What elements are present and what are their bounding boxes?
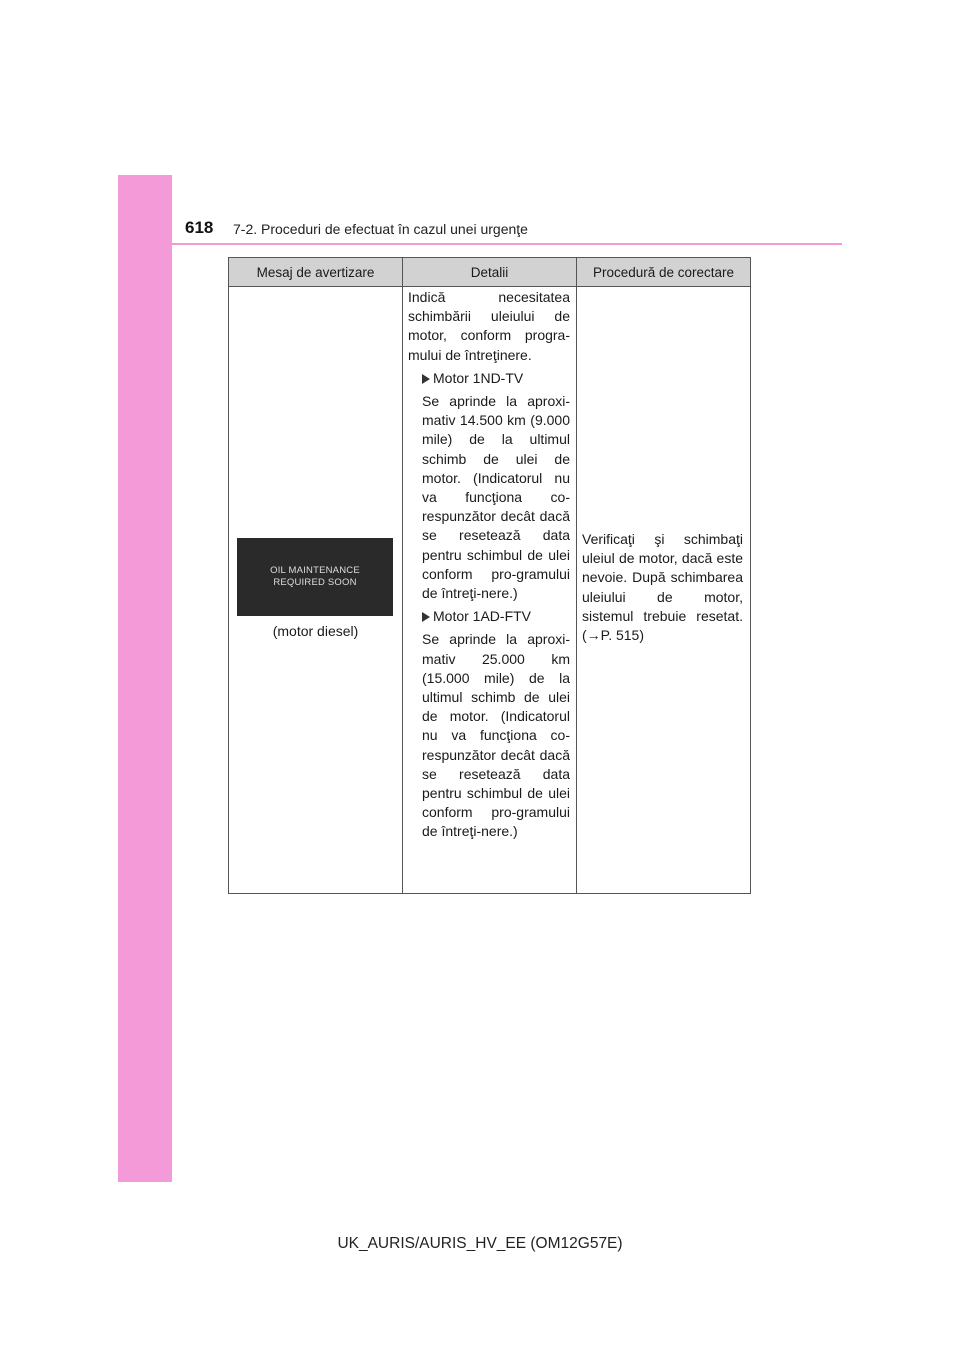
engine-2-label: Motor 1AD-FTV (433, 608, 532, 625)
header-divider (118, 243, 842, 245)
corrective-procedure-text: Verificaţi şi schimbaţi uleiul de motor, dacă este nevoie. După schimbarea uleiului de motor, sistemul trebuie resetat. (→P. 515) (582, 531, 743, 644)
column-header-corrective-procedure: Procedură de corectare (577, 258, 751, 287)
engine-2-description: Se aprinde la aproxi-mativ 25.000 km (15.000 mile) de la ultimul schimb de ulei de motor. (Indicatorul nu va funcţiona co-respunzător decât dacă se resetează data pentru schimbul de ulei conform pro-gramului de întreţi-nere.) (422, 631, 570, 840)
procedure-cell (577, 287, 751, 894)
table-row (229, 287, 751, 894)
document-code-footer: UK_AURIS/AURIS_HV_EE (OM12G57E) (337, 1235, 623, 1252)
display-message (270, 565, 360, 589)
display-message-line-2: REQUIRED SOON (273, 577, 357, 588)
display-message-line-1: OIL MAINTENANCE (270, 565, 360, 577)
warning-message-table (228, 257, 751, 894)
warning-message-cell (229, 287, 403, 894)
chapter-side-tab (118, 175, 172, 1182)
engine-type-caption: (motor diesel) (272, 623, 359, 639)
column-header-warning-message: Mesaj de avertizare (229, 258, 403, 287)
engine-1-heading (422, 369, 570, 388)
column-header-details: Detalii (403, 258, 577, 287)
section-title: 7-2. Proceduri de efectuat în cazul unei urgenţe (233, 221, 528, 237)
triangle-bullet-icon (422, 612, 430, 622)
triangle-bullet-icon (422, 374, 430, 384)
details-cell (403, 287, 577, 894)
table-header-row (229, 258, 751, 287)
multi-information-display-image (237, 538, 393, 616)
engine-2-heading (422, 607, 570, 626)
page-number: 618 (185, 218, 214, 237)
engine-1-description: Se aprinde la aproxi-mativ 14.500 km (9.000 mile) de la ultimul schimb de ulei de motor. (Indicatorul nu va funcţiona co-respunzător decât dacă se resetează data pentru schimbul de ulei conform pro-gramului de întreţi-nere.) (422, 393, 570, 602)
details-intro-text: Indică necesitatea schimbării uleiului de motor, conform progra-mului de întreţinere. (408, 289, 570, 363)
engine-1-label: Motor 1ND-TV (433, 369, 524, 386)
